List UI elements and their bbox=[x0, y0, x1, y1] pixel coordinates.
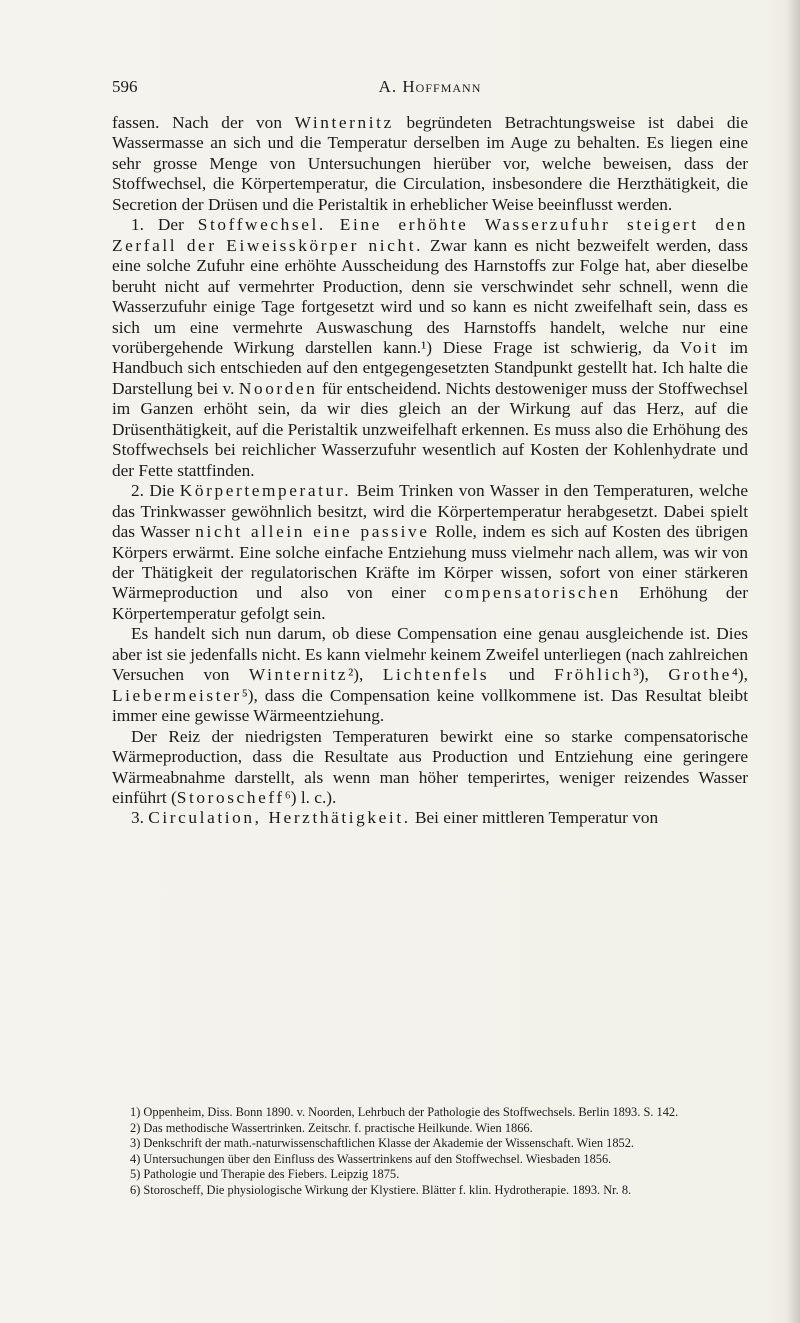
paragraph bbox=[112, 727, 748, 809]
spaced-emphasis: Circulation, Herzthätigkeit. bbox=[148, 808, 411, 828]
footnote: 1) Oppenheim, Diss. Bonn 1890. v. Noorden, Lehrbuch der Pathologie des Stoffwechsels. Berlin 1893. S. 142. bbox=[130, 1105, 679, 1119]
page-header bbox=[112, 77, 748, 99]
text-run: Zwar kann es nicht bezweifelt werden, dass eine solche Zufuhr eine erhöhte Ausscheidung des Harnstoffs zur Folge hat, aber dieselbe beruht nicht auf vermehrter Production, denn sie verschwindet sehr schnell, wenn die Wasserzufuhr einige Tage fortgesetzt wird und so kann es nicht zweifelhaft sein, dass es sich um eine vermehrte Auswaschung des Harnstoffs handelt, welche nur eine vorübergehende Wirkung darstellen kann.¹) Diese Frage ist schwierig, da bbox=[112, 235, 748, 357]
text-run: Rolle, indem es sich auf Kosten des übrigen Körpers erwärmt. Eine solche einfache Entziehung muss vielmehr nach allem, was wir von der Thätigkeit der regulatorischen Kräfte im Körper wissen, sofort von einer stärkeren Wärmeproduction und also von einer bbox=[112, 522, 748, 603]
spaced-emphasis: Liebermeister bbox=[112, 685, 242, 705]
text-run: ⁶) l. c.). bbox=[284, 787, 337, 807]
spaced-emphasis: Storoscheff bbox=[176, 787, 285, 807]
text-run: ³), bbox=[633, 665, 669, 685]
footnote: 4) Untersuchungen über den Einfluss des Wassertrinkens auf den Stoffwechsel. Wiesbaden 1856. bbox=[130, 1151, 612, 1166]
text-run: und bbox=[489, 665, 555, 685]
spaced-emphasis: Winternitz bbox=[248, 665, 349, 685]
spaced-emphasis: nicht allein eine passive bbox=[195, 522, 430, 542]
footnote: 6) Storoscheff, Die physiologische Wirkung der Klystiere. Blätter f. klin. Hydrotherapie. 1893. Nr. 8. bbox=[130, 1182, 632, 1197]
spaced-emphasis: Winternitz bbox=[294, 113, 394, 132]
text-run: fassen. Nach der von bbox=[112, 113, 295, 132]
footnote: 5) Pathologie und Therapie des Fiebers. Leipzig 1875. bbox=[130, 1167, 400, 1182]
text-run: 2. Die bbox=[131, 481, 180, 501]
footnote: 3) Denkschrift der math.-naturwissenschaftlichen Klasse der Akademie der Wissenschaft. Wien 1852. bbox=[130, 1136, 634, 1151]
paragraph bbox=[112, 113, 748, 215]
text-run: 3. bbox=[131, 808, 149, 828]
paragraph bbox=[112, 624, 748, 726]
text-run: Erhöhung der Körpertemperatur gefolgt sein. bbox=[112, 583, 748, 623]
page-number: 596 bbox=[112, 77, 138, 96]
spaced-emphasis: compensatorischen bbox=[444, 583, 621, 603]
text-run: 1. Der bbox=[131, 215, 198, 235]
spaced-emphasis: Noorden bbox=[238, 378, 318, 398]
spaced-emphasis: Lichtenfels bbox=[382, 665, 490, 685]
spaced-emphasis: Fröhlich bbox=[554, 665, 634, 685]
paragraph bbox=[112, 808, 748, 828]
text-run: ⁴), bbox=[731, 665, 749, 685]
text-run: für entscheidend. Nichts destoweniger muss der Stoffwechsel im Ganzen erhöht sein, da wir dies gleich an der Wirkung auf das Herz, auf die Drüsenthätigkeit, auf die Peristaltik unzweifelhaft erkennen. Es muss also die Erhöhung des Stoffwechsels bei reichlicher Wasserzufuhr wesentlich auf Kosten der Kohlenhydrate und der Fette stattfinden. bbox=[112, 378, 748, 480]
text-run: Der Reiz der niedrigsten Temperaturen bewirkt eine so starke compensatorische Wärmeproduction, dass die Resultate aus Production und Entziehung eine geringere Wärmeabnahme darstellt, als wenn man höher temperirtes, weniger reizendes Wasser einführt ( bbox=[112, 726, 748, 807]
footnotes bbox=[112, 1105, 748, 1199]
spaced-emphasis: Stoffwechsel. bbox=[197, 215, 326, 235]
text-run: Es handelt sich nun darum, ob diese Compensation eine genau ausgleichende ist. Dies aber ist sie jedenfalls nicht. Es kann vielmehr keinem Zweifel unterliegen (nach zahlreichen Versuchen von bbox=[112, 624, 748, 685]
body-text bbox=[112, 113, 748, 829]
text-run: Beim Trinken von Wasser in den Temperaturen, welche das Trinkwasser gewöhnlich besitzt, wird die Körpertemperatur herabgesetzt. Dabei spielt das Wasser bbox=[112, 481, 748, 542]
running-head: A. Hoffmann bbox=[378, 77, 482, 96]
text-run: im Handbuch sich entschieden auf den entgegengesetzten Standpunkt gestellt hat. Ich halte die Darstellung bei v. bbox=[112, 337, 748, 398]
paragraph bbox=[112, 481, 748, 624]
page-edge-shadow bbox=[786, 0, 800, 1323]
spaced-emphasis: Eine erhöhte Wasserzufuhr steigert den Zerfall der Eiweisskörper nicht. bbox=[112, 215, 748, 255]
spaced-emphasis: Grothe bbox=[668, 665, 732, 685]
text-run: ²), bbox=[348, 665, 383, 685]
paragraph bbox=[112, 215, 748, 481]
text-run bbox=[326, 215, 340, 234]
text-run: Bei einer mittleren Temperatur von bbox=[410, 808, 659, 828]
footnote: 2) Das methodische Wassertrinken. Zeitschr. f. practische Heilkunde. Wien 1866. bbox=[130, 1120, 533, 1135]
spaced-emphasis: Körpertemperatur. bbox=[179, 481, 352, 501]
text-run: begründeten Betrachtungsweise ist dabei die Wassermasse an sich und die Temperatur derselben im Auge zu behalten. Es liegen eine sehr grosse Menge von Untersuchungen hierüber vor, welche beweisen, dass der Stoffwechsel, die Körpertemperatur, die Circulation, insbesondere die Herzthätigkeit, die Secretion der Drüsen und die Peristaltik in erheblicher Weise beeinflusst werden. bbox=[112, 113, 748, 214]
spaced-emphasis: Voit bbox=[679, 337, 719, 357]
text-run: ⁵), dass die Compensation keine vollkommene ist. Das Resultat bleibt immer eine gewisse Wärmeentziehung. bbox=[112, 685, 748, 726]
